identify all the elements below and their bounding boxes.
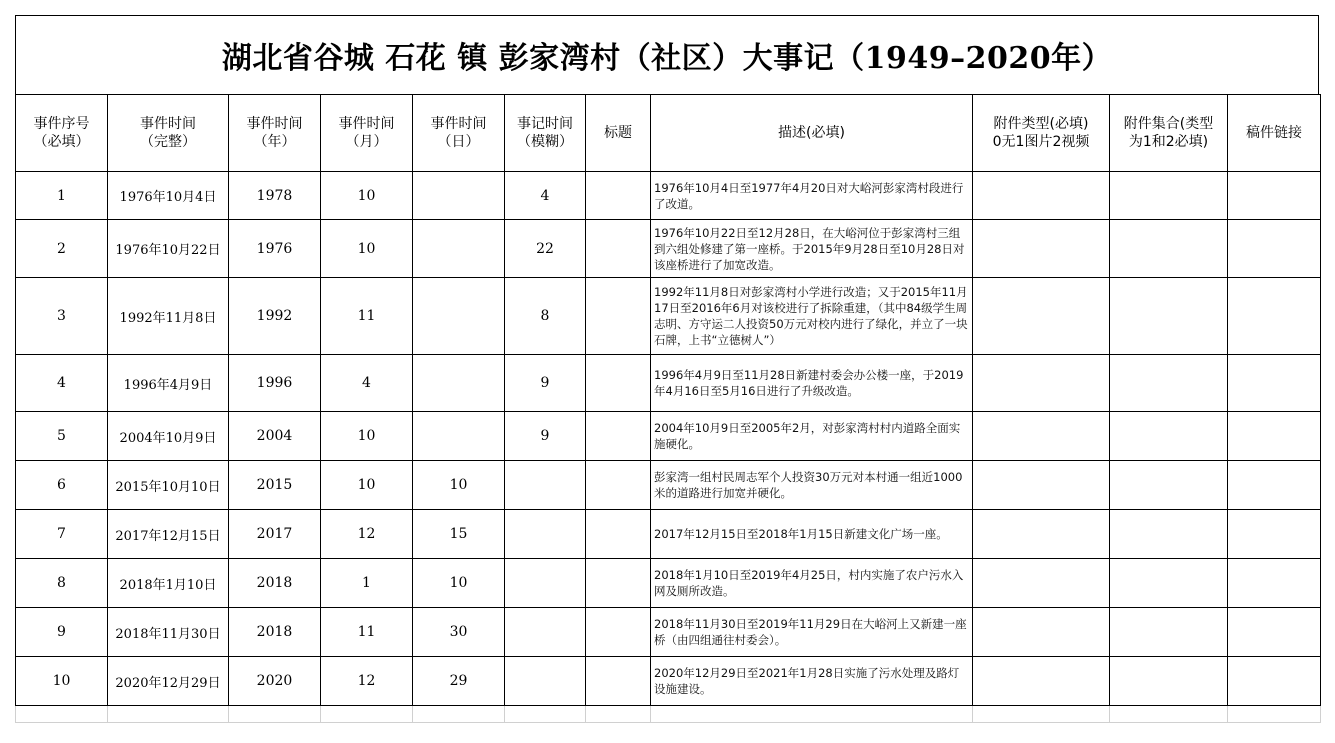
sheet-title[interactable]: 湖北省谷城 石花 镇 彭家湾村（社区）大事记（1949–2020年） xyxy=(15,15,1319,94)
cell-fuzzy[interactable]: 22 xyxy=(505,220,586,278)
cell-fuzzy[interactable]: 8 xyxy=(505,278,586,355)
cell-day[interactable]: 10 xyxy=(413,461,505,510)
cell-attachment-type[interactable] xyxy=(973,412,1110,461)
empty-cell[interactable] xyxy=(586,706,651,723)
empty-cell[interactable] xyxy=(651,706,973,723)
cell-seq[interactable]: 5 xyxy=(16,412,108,461)
table-row xyxy=(16,355,1321,412)
cell-link[interactable] xyxy=(1228,355,1321,412)
cell-year[interactable]: 1978 xyxy=(229,172,321,220)
empty-cell[interactable] xyxy=(973,706,1110,723)
cell-day[interactable] xyxy=(413,220,505,278)
cell-fuzzy[interactable] xyxy=(505,657,586,706)
cell-month[interactable]: 11 xyxy=(321,608,413,657)
col-header-description[interactable]: 描述(必填) xyxy=(651,95,973,172)
cell-seq[interactable]: 8 xyxy=(16,559,108,608)
cell-month[interactable]: 10 xyxy=(321,220,413,278)
cell-day[interactable]: 29 xyxy=(413,657,505,706)
cell-title[interactable] xyxy=(586,220,651,278)
cell-full-date[interactable]: 2020年12月29日 xyxy=(108,657,229,706)
cell-description[interactable]: 2018年1月10日至2019年4月25日，村内实施了农户污水入网及厕所改造。 xyxy=(651,559,973,608)
cell-attachment-type[interactable] xyxy=(973,559,1110,608)
table-row xyxy=(16,172,1321,220)
cell-description[interactable]: 彭家湾一组村民周志军个人投资30万元对本村通一组近1000米的道路进行加宽并硬化。 xyxy=(651,461,973,510)
cell-month[interactable]: 12 xyxy=(321,510,413,559)
cell-title[interactable] xyxy=(586,355,651,412)
cell-year[interactable]: 1976 xyxy=(229,220,321,278)
cell-attachment-set[interactable] xyxy=(1110,172,1228,220)
cell-fuzzy[interactable]: 9 xyxy=(505,355,586,412)
cell-day[interactable]: 30 xyxy=(413,608,505,657)
cell-month[interactable]: 10 xyxy=(321,461,413,510)
cell-day[interactable] xyxy=(413,412,505,461)
cell-title[interactable] xyxy=(586,172,651,220)
cell-attachment-set[interactable] xyxy=(1110,510,1228,559)
events-table xyxy=(15,94,1321,723)
empty-cell[interactable] xyxy=(413,706,505,723)
cell-year[interactable]: 2004 xyxy=(229,412,321,461)
spreadsheet xyxy=(15,15,1319,723)
col-header-day[interactable]: 事件时间 （日） xyxy=(413,95,505,172)
cell-year[interactable]: 1992 xyxy=(229,278,321,355)
cell-attachment-set[interactable] xyxy=(1110,220,1228,278)
cell-month[interactable]: 10 xyxy=(321,412,413,461)
cell-title[interactable] xyxy=(586,657,651,706)
cell-description[interactable]: 1976年10月4日至1977年4月20日对大峪河彭家湾村段进行了改道。 xyxy=(651,172,973,220)
cell-link[interactable] xyxy=(1228,220,1321,278)
empty-cell[interactable] xyxy=(1110,706,1228,723)
cell-attachment-set[interactable] xyxy=(1110,461,1228,510)
table-row xyxy=(16,220,1321,278)
cell-year[interactable]: 2018 xyxy=(229,559,321,608)
cell-fuzzy[interactable]: 9 xyxy=(505,412,586,461)
cell-seq[interactable]: 1 xyxy=(16,172,108,220)
cell-year[interactable]: 2020 xyxy=(229,657,321,706)
cell-title[interactable] xyxy=(586,510,651,559)
cell-link[interactable] xyxy=(1228,608,1321,657)
cell-attachment-type[interactable] xyxy=(973,657,1110,706)
cell-seq[interactable]: 4 xyxy=(16,355,108,412)
cell-full-date[interactable]: 2017年12月15日 xyxy=(108,510,229,559)
cell-full-date[interactable]: 2015年10月10日 xyxy=(108,461,229,510)
cell-description[interactable]: 2018年11月30日至2019年11月29日在大峪河上又新建一座桥（由四组通往村委会）。 xyxy=(651,608,973,657)
cell-year[interactable]: 2018 xyxy=(229,608,321,657)
cell-attachment-type[interactable] xyxy=(973,461,1110,510)
cell-year[interactable]: 2015 xyxy=(229,461,321,510)
cell-month[interactable]: 12 xyxy=(321,657,413,706)
cell-attachment-set[interactable] xyxy=(1110,278,1228,355)
cell-seq[interactable]: 9 xyxy=(16,608,108,657)
cell-fuzzy[interactable] xyxy=(505,461,586,510)
cell-link[interactable] xyxy=(1228,461,1321,510)
cell-full-date[interactable]: 2004年10月9日 xyxy=(108,412,229,461)
empty-cell[interactable] xyxy=(505,706,586,723)
cell-description[interactable]: 1976年10月22日至12月28日，在大峪河位于彭家湾村三组到六组处修建了第一座桥。于2015年9月28日至10月28日对该座桥进行了加宽改造。 xyxy=(651,220,973,278)
cell-year[interactable]: 2017 xyxy=(229,510,321,559)
table-row xyxy=(16,412,1321,461)
empty-cell[interactable] xyxy=(229,706,321,723)
cell-fuzzy[interactable] xyxy=(505,559,586,608)
table-row xyxy=(16,657,1321,706)
cell-description[interactable]: 1996年4月9日至11月28日新建村委会办公楼一座，于2019年4月16日至5月16日进行了升级改造。 xyxy=(651,355,973,412)
cell-year[interactable]: 1996 xyxy=(229,355,321,412)
cell-seq[interactable]: 2 xyxy=(16,220,108,278)
cell-day[interactable]: 15 xyxy=(413,510,505,559)
cell-attachment-type[interactable] xyxy=(973,172,1110,220)
col-header-title[interactable]: 标题 xyxy=(586,95,651,172)
cell-seq[interactable]: 3 xyxy=(16,278,108,355)
cell-title[interactable] xyxy=(586,461,651,510)
empty-cell[interactable] xyxy=(321,706,413,723)
col-header-fuzzy[interactable]: 事记时间 （模糊） xyxy=(505,95,586,172)
empty-cell[interactable] xyxy=(16,706,108,723)
col-header-attachment-type[interactable]: 附件类型(必填) 0无1图片2视频 xyxy=(973,95,1110,172)
table-row xyxy=(16,461,1321,510)
cell-link[interactable] xyxy=(1228,278,1321,355)
cell-day[interactable] xyxy=(413,355,505,412)
cell-seq[interactable]: 10 xyxy=(16,657,108,706)
cell-description[interactable]: 2004年10月9日至2005年2月，对彭家湾村村内道路全面实施硬化。 xyxy=(651,412,973,461)
cell-attachment-set[interactable] xyxy=(1110,559,1228,608)
cell-link[interactable] xyxy=(1228,510,1321,559)
cell-link[interactable] xyxy=(1228,412,1321,461)
cell-day[interactable]: 10 xyxy=(413,559,505,608)
cell-description[interactable]: 2017年12月15日至2018年1月15日新建文化广场一座。 xyxy=(651,510,973,559)
cell-month[interactable]: 4 xyxy=(321,355,413,412)
col-header-seq[interactable]: 事件序号 （必填） xyxy=(16,95,108,172)
cell-attachment-type[interactable] xyxy=(973,510,1110,559)
table-row xyxy=(16,608,1321,657)
cell-title[interactable] xyxy=(586,412,651,461)
cell-attachment-set[interactable] xyxy=(1110,412,1228,461)
cell-attachment-set[interactable] xyxy=(1110,657,1228,706)
cell-month[interactable]: 1 xyxy=(321,559,413,608)
table-row xyxy=(16,510,1321,559)
cell-attachment-type[interactable] xyxy=(973,608,1110,657)
col-header-attachment-set[interactable]: 附件集合(类型 为1和2必填) xyxy=(1110,95,1228,172)
empty-cell[interactable] xyxy=(108,706,229,723)
header-row xyxy=(16,95,1321,172)
cell-full-date[interactable]: 1976年10月22日 xyxy=(108,220,229,278)
empty-row xyxy=(16,706,1321,723)
cell-full-date[interactable]: 1976年10月4日 xyxy=(108,172,229,220)
cell-full-date[interactable]: 1996年4月9日 xyxy=(108,355,229,412)
col-header-month[interactable]: 事件时间 （月） xyxy=(321,95,413,172)
cell-month[interactable]: 11 xyxy=(321,278,413,355)
col-header-year[interactable]: 事件时间 （年） xyxy=(229,95,321,172)
cell-seq[interactable]: 7 xyxy=(16,510,108,559)
cell-link[interactable] xyxy=(1228,559,1321,608)
cell-attachment-type[interactable] xyxy=(973,355,1110,412)
cell-full-date[interactable]: 1992年11月8日 xyxy=(108,278,229,355)
cell-description[interactable]: 2020年12月29日至2021年1月28日实施了污水处理及路灯设施建设。 xyxy=(651,657,973,706)
col-header-full-date[interactable]: 事件时间 （完整） xyxy=(108,95,229,172)
cell-title[interactable] xyxy=(586,608,651,657)
cell-month[interactable]: 10 xyxy=(321,172,413,220)
cell-attachment-set[interactable] xyxy=(1110,608,1228,657)
cell-title[interactable] xyxy=(586,559,651,608)
cell-fuzzy[interactable] xyxy=(505,510,586,559)
cell-attachment-set[interactable] xyxy=(1110,355,1228,412)
cell-fuzzy[interactable] xyxy=(505,608,586,657)
cell-title[interactable] xyxy=(586,278,651,355)
col-header-link[interactable]: 稿件链接 xyxy=(1228,95,1321,172)
cell-link[interactable] xyxy=(1228,172,1321,220)
table-row xyxy=(16,278,1321,355)
cell-full-date[interactable]: 2018年11月30日 xyxy=(108,608,229,657)
cell-link[interactable] xyxy=(1228,657,1321,706)
cell-description[interactable]: 1992年11月8日对彭家湾村小学进行改造；又于2015年11月17日至2016年6月对该校进行了拆除重建，（其中84级学生周志明、方守运二人投资50万元对校内进行了绿化，并立了一块石牌，上书“立德树人”） xyxy=(651,278,973,355)
cell-attachment-type[interactable] xyxy=(973,220,1110,278)
table-row xyxy=(16,559,1321,608)
table-body xyxy=(16,172,1321,723)
cell-fuzzy[interactable]: 4 xyxy=(505,172,586,220)
cell-seq[interactable]: 6 xyxy=(16,461,108,510)
cell-day[interactable] xyxy=(413,172,505,220)
cell-day[interactable] xyxy=(413,278,505,355)
cell-attachment-type[interactable] xyxy=(973,278,1110,355)
empty-cell[interactable] xyxy=(1228,706,1321,723)
cell-full-date[interactable]: 2018年1月10日 xyxy=(108,559,229,608)
